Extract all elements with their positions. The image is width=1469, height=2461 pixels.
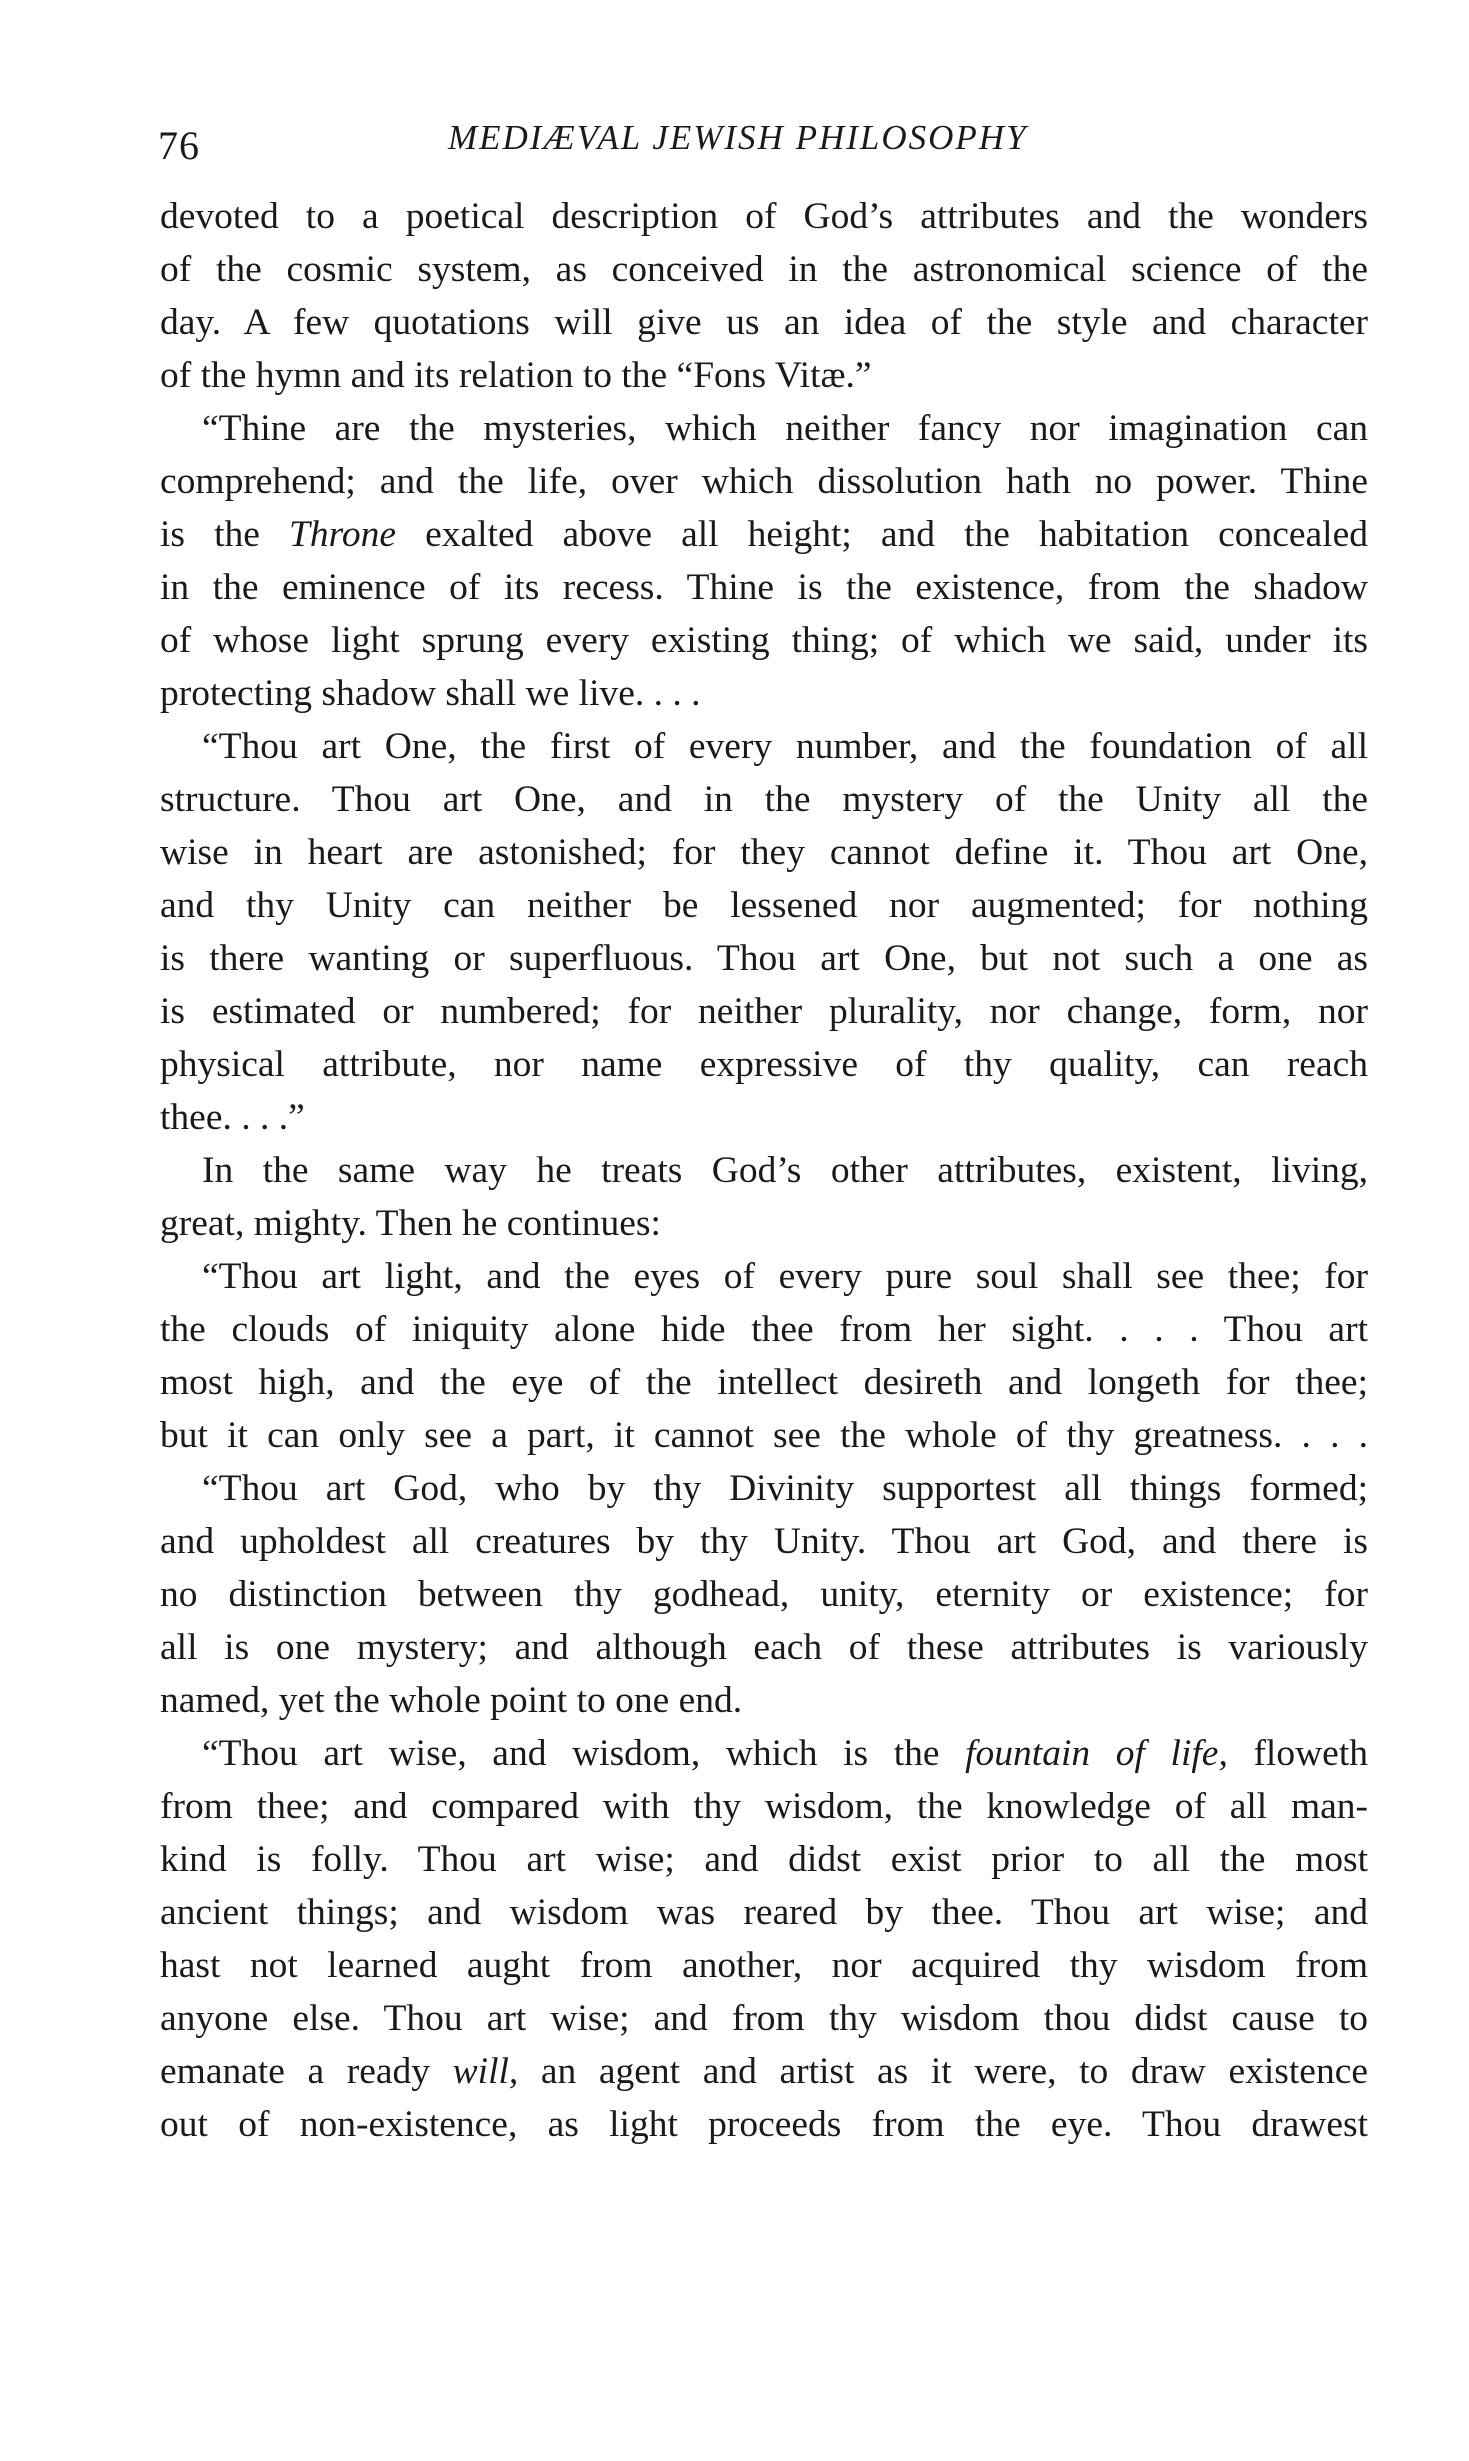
text-line: In the same way he treats God’s other attributes, existent, living, <box>202 1150 1368 1191</box>
text-line: all is one mystery; and although each of these attributes is variously <box>160 1627 1368 1668</box>
paragraph-quote-mysteries <box>160 402 1368 720</box>
text-line: “Thine are the mysteries, which neither fancy nor imagination can <box>202 408 1368 449</box>
text-line: ancient things; and wisdom was reared by thee. Thou art wise; and <box>160 1892 1368 1933</box>
italic-fountain-of-life: fountain of life, <box>965 1733 1228 1774</box>
text-line: devoted to a poetical description of God’s attributes and the wonders <box>160 196 1368 237</box>
text-line: anyone else. Thou art wise; and from thy wisdom thou didst cause to <box>160 1998 1368 2039</box>
text-line: emanate a ready will, an agent and artist as it were, to draw existence <box>160 2051 1368 2092</box>
page-number: 76 <box>158 123 200 168</box>
italic-throne: Throne <box>289 514 396 555</box>
text-line: of the hymn and its relation to the “Fons Vitæ.” <box>160 355 872 396</box>
text-line: thee. . . .” <box>160 1097 305 1138</box>
paragraph-quote-god <box>160 1462 1368 1727</box>
text-line: and thy Unity can neither be lessened nor augmented; for nothing <box>160 885 1368 926</box>
text-line: of whose light sprung every existing thing; of which we said, under its <box>160 620 1368 661</box>
text-line: hast not learned aught from another, nor acquired thy wisdom from <box>160 1945 1368 1986</box>
text-line: but it can only see a part, it cannot see the whole of thy greatness. . . . <box>160 1415 1368 1456</box>
page-header <box>158 112 1368 172</box>
text-line: protecting shadow shall we live. . . . <box>160 673 701 714</box>
text-line: in the eminence of its recess. Thine is the existence, from the shadow <box>160 567 1368 608</box>
paragraph-same-way <box>160 1144 1368 1250</box>
text-line: and upholdest all creatures by thy Unity. Thou art God, and there is <box>160 1521 1368 1562</box>
text-line: the clouds of iniquity alone hide thee from her sight. . . . Thou art <box>160 1309 1368 1350</box>
text-line: most high, and the eye of the intellect desireth and longeth for thee; <box>160 1362 1368 1403</box>
text-line: wise in heart are astonished; for they cannot define it. Thou art One, <box>160 832 1368 873</box>
text-line: from thee; and compared with thy wisdom, the knowledge of all man- <box>160 1786 1368 1827</box>
paragraph-quote-wise <box>160 1727 1368 2151</box>
paragraph-intro <box>160 190 1368 402</box>
paragraph-quote-one <box>160 720 1368 1144</box>
text-line: out of non-existence, as light proceeds from the eye. Thou drawest <box>160 2104 1368 2145</box>
text-line: of the cosmic system, as conceived in the astronomical science of the <box>160 249 1368 290</box>
text-line: “Thou art One, the first of every number, and the foundation of all <box>202 726 1368 767</box>
text-line: comprehend; and the life, over which dissolution hath no power. Thine <box>160 461 1368 502</box>
text-line: “Thou art light, and the eyes of every pure soul shall see thee; for <box>202 1256 1368 1297</box>
text-line: “Thou art wise, and wisdom, which is the fountain of life, floweth <box>202 1733 1368 1774</box>
text-line: is there wanting or superfluous. Thou art One, but not such a one as <box>160 938 1368 979</box>
text-line: kind is folly. Thou art wise; and didst exist prior to all the most <box>160 1839 1368 1880</box>
text-line: physical attribute, nor name expressive of thy quality, can reach <box>160 1044 1368 1085</box>
paragraph-quote-light <box>160 1250 1368 1462</box>
italic-will: will, <box>452 2051 519 2092</box>
text-line: named, yet the whole point to one end. <box>160 1680 743 1721</box>
body-text <box>160 190 1368 2151</box>
running-head: MEDIÆVAL JEWISH PHILOSOPHY <box>448 118 1028 157</box>
text-line: great, mighty. Then he continues: <box>160 1203 661 1244</box>
text-line: is the Throne exalted above all height; and the habitation concealed <box>160 514 1368 555</box>
text-line: is estimated or numbered; for neither plurality, nor change, form, nor <box>160 991 1368 1032</box>
text-line: structure. Thou art One, and in the mystery of the Unity all the <box>160 779 1368 820</box>
text-line: no distinction between thy godhead, unity, eternity or existence; for <box>160 1574 1368 1615</box>
text-line: “Thou art God, who by thy Divinity supportest all things formed; <box>202 1468 1368 1509</box>
text-line: day. A few quotations will give us an idea of the style and character <box>160 302 1368 343</box>
